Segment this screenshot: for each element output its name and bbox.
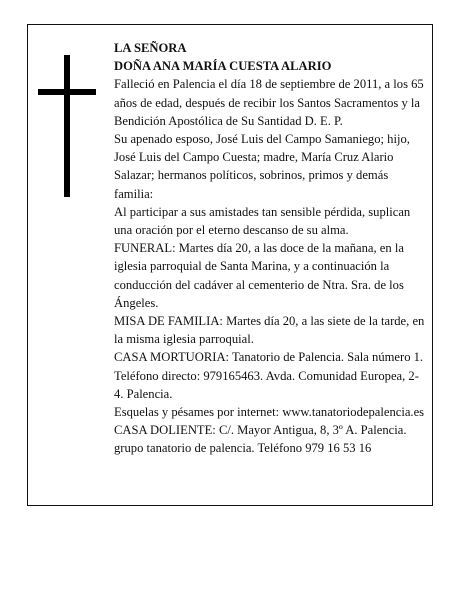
cross-vertical-bar	[64, 55, 70, 197]
obituary-frame	[27, 24, 433, 506]
obituary-text	[114, 39, 426, 458]
cross-icon	[38, 55, 96, 197]
death-paragraph: Falleció en Palencia el día 18 de septiembre de 2011, a los 65 años de edad, después de recibir los Santos Sacramentos y la Bendición Apostólica de Su Santidad D. E. P.	[114, 77, 424, 128]
mourning-home-paragraph: CASA DOLIENTE: C/. Mayor Antigua, 8, 3º A. Palencia.	[114, 423, 407, 438]
online-paragraph: Esquelas y pésames por internet: www.tanatoriodepalencia.es	[114, 405, 425, 420]
mass-paragraph: MISA DE FAMILIA: Martes día 20, a las siete de la tarde, en la misma iglesia parroquial.	[114, 314, 425, 347]
cross-horizontal-bar	[38, 89, 96, 95]
funeral-paragraph: FUNERAL: Martes día 20, a las doce de la mañana, en la iglesia parroquial de Santa Marina, y a continuación la conducción del cadáver al cementerio de Ntra. Sra. de los Ángeles.	[114, 241, 404, 310]
prayer-paragraph: Al participar a sus amistades tan sensible pérdida, suplican una oración por el eterno descanso de su alma.	[114, 204, 411, 238]
mortuary-paragraph: CASA MORTUORIA: Tanatorio de Palencia. Sala número 1. Teléfono directo: 979165463. Avda. Comunidad Europea, 2-4. Palencia.	[114, 350, 424, 401]
family-paragraph: Su apenado esposo, José Luis del Campo Samaniego; hijo, José Luis del Campo Cuesta; madre, María Cruz Alario Salazar; hermanos políticos, sobrinos, primos y demás familia:	[114, 132, 410, 201]
deceased-title: LA SEÑORA	[114, 41, 187, 55]
deceased-name: DOÑA ANA MARÍA CUESTA ALARIO	[114, 59, 332, 74]
footer-line: grupo tanatorio de palencia. Teléfono 979 16 53 16	[114, 441, 372, 456]
